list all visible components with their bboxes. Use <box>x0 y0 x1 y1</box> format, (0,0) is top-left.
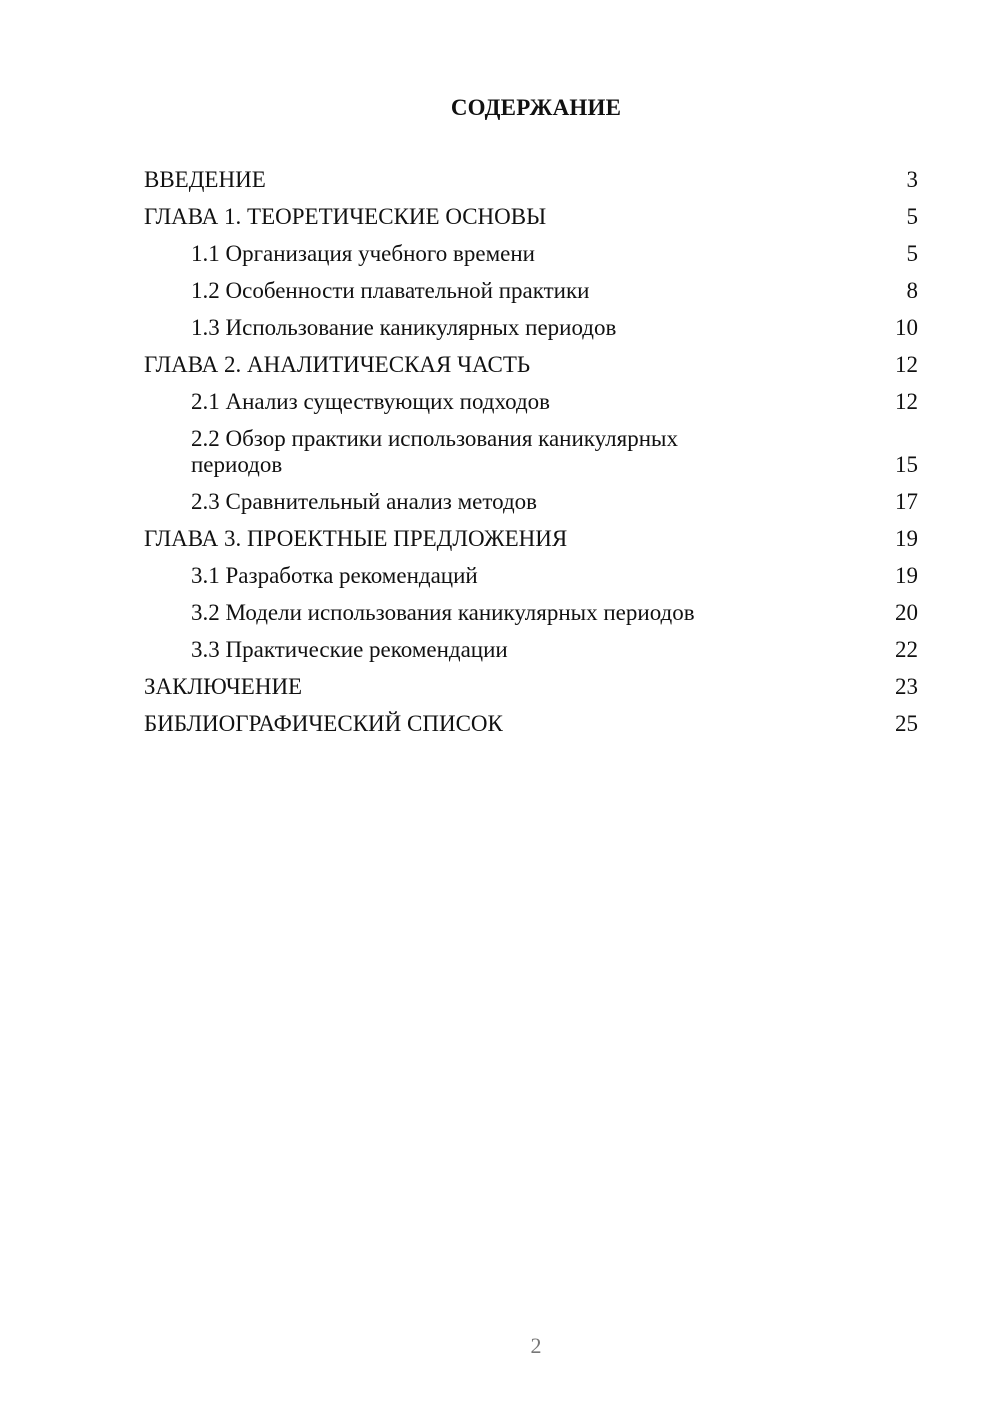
toc-entry-page: 15 <box>895 452 918 477</box>
toc-entry-page: 3 <box>906 167 918 192</box>
toc-entry-page: 8 <box>906 278 918 303</box>
toc-entry-bibliography[interactable] <box>144 711 918 737</box>
toc-entry-page: 5 <box>906 241 918 266</box>
toc-entry-section-1-2[interactable] <box>144 278 918 304</box>
page-title: СОДЕРЖАНИЕ <box>450 95 622 120</box>
toc-entry-label: ВВЕДЕНИЕ <box>144 167 266 192</box>
toc-entry-section-3-2[interactable] <box>144 600 918 626</box>
table-of-contents <box>144 167 918 748</box>
toc-entry-section-2-3[interactable] <box>144 489 918 515</box>
toc-entry-label: 2.1 Анализ существующих подходов <box>191 389 551 414</box>
toc-entry-label: БИБЛИОГРАФИЧЕСКИЙ СПИСОК <box>144 711 503 736</box>
toc-entry-page: 19 <box>895 526 918 551</box>
toc-entry-chapter-3[interactable] <box>144 526 918 552</box>
toc-entry-page: 23 <box>895 674 918 699</box>
toc-entry-page: 12 <box>895 389 918 414</box>
page-number: 2 <box>530 1333 542 1358</box>
toc-entry-label: 3.1 Разработка рекомендаций <box>191 563 478 588</box>
toc-entry-page: 12 <box>895 352 918 377</box>
toc-entry-label: ГЛАВА 3. ПРОЕКТНЫЕ ПРЕДЛОЖЕНИЯ <box>144 526 568 551</box>
toc-entry-label: ЗАКЛЮЧЕНИЕ <box>144 674 303 699</box>
toc-entry-page: 17 <box>895 489 918 514</box>
toc-entry-section-2-1[interactable] <box>144 389 918 415</box>
toc-entry-label: 3.2 Модели использования каникулярных периодов <box>191 600 695 625</box>
toc-entry-label: 2.2 Обзор практики использования каникулярных периодов <box>191 426 678 477</box>
toc-entry-label: ГЛАВА 1. ТЕОРЕТИЧЕСКИЕ ОСНОВЫ <box>144 204 547 229</box>
toc-entry-label: 1.3 Использование каникулярных периодов <box>191 315 617 340</box>
toc-entry-introduction[interactable] <box>144 167 918 193</box>
toc-entry-page: 20 <box>895 600 918 625</box>
toc-entry-page: 25 <box>895 711 918 736</box>
toc-entry-label: 1.1 Организация учебного времени <box>191 241 535 266</box>
toc-entry-chapter-1[interactable] <box>144 204 918 230</box>
toc-entry-label: 1.2 Особенности плавательной практики <box>191 278 590 303</box>
toc-entry-page: 5 <box>906 204 918 229</box>
toc-entry-page: 19 <box>895 563 918 588</box>
toc-entry-section-3-1[interactable] <box>144 563 918 589</box>
toc-entry-section-1-3[interactable] <box>144 315 918 341</box>
toc-entry-conclusion[interactable] <box>144 674 918 700</box>
toc-entry-chapter-2[interactable] <box>144 352 918 378</box>
toc-entry-section-3-3[interactable] <box>144 637 918 663</box>
toc-entry-page: 22 <box>895 637 918 662</box>
toc-entry-section-1-1[interactable] <box>144 241 918 267</box>
toc-entry-section-2-2[interactable] <box>144 426 918 478</box>
toc-entry-label: 2.3 Сравнительный анализ методов <box>191 489 538 514</box>
toc-entry-label: ГЛАВА 2. АНАЛИТИЧЕСКАЯ ЧАСТЬ <box>144 352 531 377</box>
toc-entry-label: 3.3 Практические рекомендации <box>191 637 508 662</box>
toc-entry-page: 10 <box>895 315 918 340</box>
